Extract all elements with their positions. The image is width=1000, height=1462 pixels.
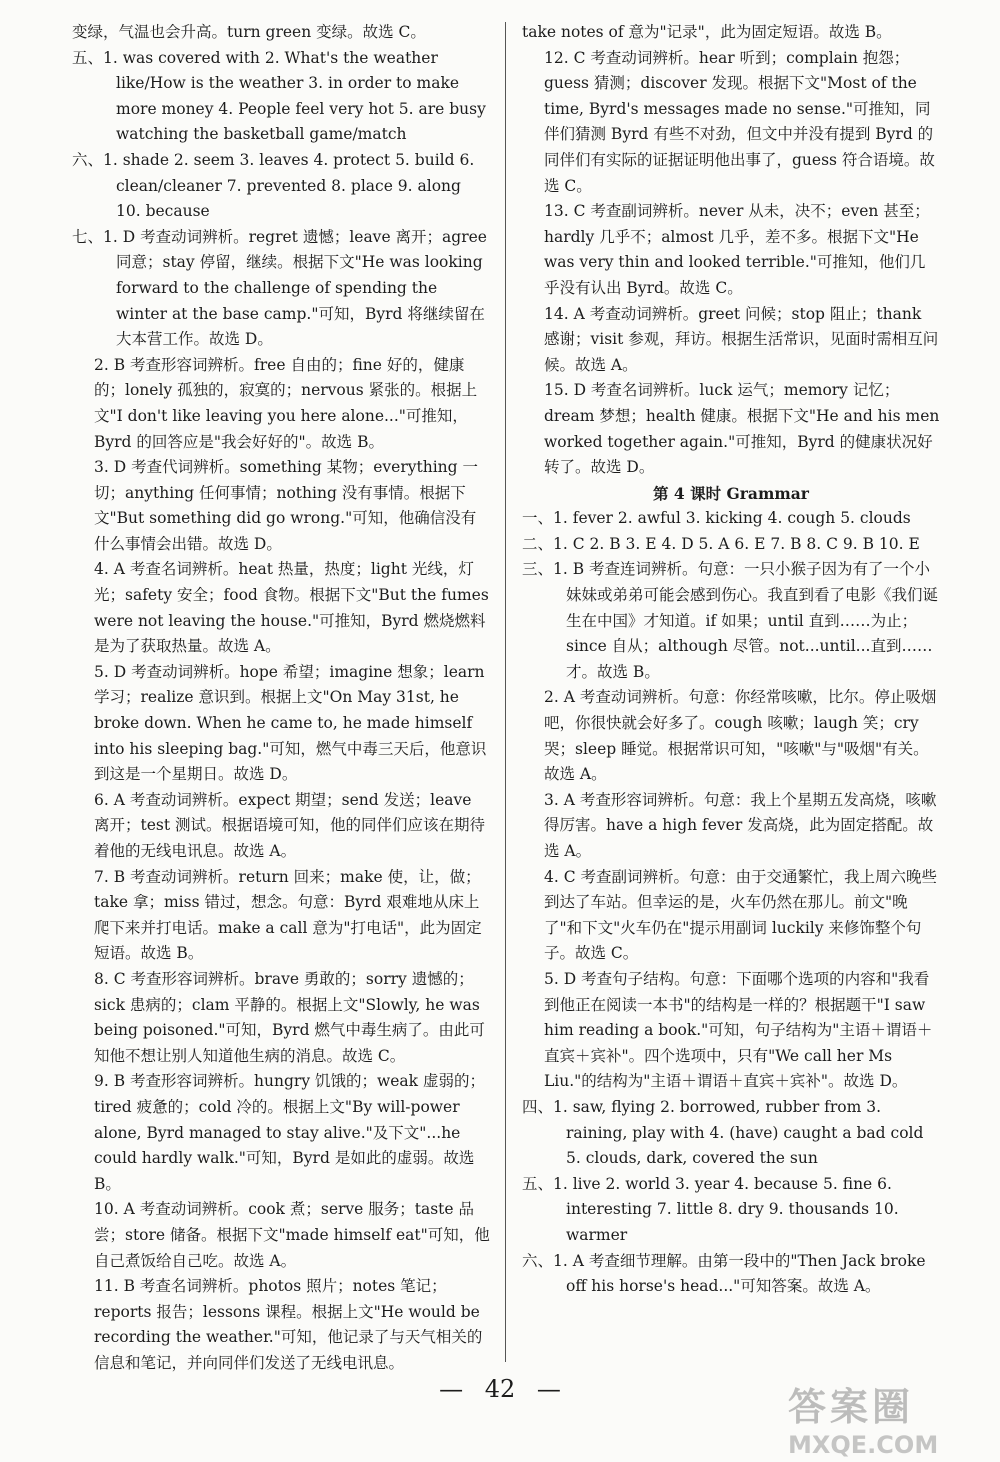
question-explanation: 8. C 考查形容词辨析。brave 勇敢的；sorry 遗憾的；sick 患病的；clam 平静的。根据上文"Slowly, he was being poisoned."可知，Byrd 燃气中毒生病了。由此可知他不想让别人知道他生病的消息。故选 C。 — [94, 969, 485, 1065]
section-answers: 七、1. D 考查动词辨析。regret 遗憾；leave 离开；agree 同意；stay 停留，继续。根据下文"He was looking forward to the challenge of spending the winter at the base camp."可知，Byrd 将继续留在大本营工作。故选 D。 — [72, 227, 487, 349]
dash-right: — — [536, 1375, 561, 1403]
section-answers: 三、1. B 考查连词辨析。句意：一只小猴子因为有了一个小妹妹或弟弟可能会感到伤心。我直到看了电影《我们诞生在中国》才知道。if 如果；until 直到……为止；since 自从；although 尽管。not...until...直到……才。故选 B。 — [522, 560, 939, 681]
continuation-text: take notes of 意为"记录"，此为固定短语。故选 B。 — [522, 23, 892, 41]
question-explanation: 10. A 考查动词辨析。cook 煮；serve 服务；taste 品尝；store 储备。根据下文"made himself eat"可知，他自己煮饭给自己吃。故选 A。 — [94, 1200, 490, 1270]
dash-left: — — [439, 1375, 464, 1403]
column-divider — [505, 22, 506, 1362]
question-explanation: 9. B 考查形容词辨析。hungry 饥饿的；weak 虚弱的；tired 疲惫的；cold 冷的。根据上文"By will-power alone, Byrd managed to stay alive."及下文"...he could hardly walk."可知，Byrd 是如此的虚弱。故选 B。 — [94, 1072, 485, 1193]
question-explanation: 4. C 考查副词辨析。句意：由于交通繁忙，我上周六晚些到达了车站。但幸运的是，火车仍然在那儿。前文"晚了"和下文"火车仍在"提示用副词 luckily 来修饰整个句子。故选 C。 — [544, 867, 938, 963]
section-answers: 五、1. was covered with 2. What's the weather like/How is the weather 3. in order to make more money 4. People feel very hot 5. are busy watching the basketball game/match — [72, 48, 486, 144]
question-explanation: 5. D 考查句子结构。句意：下面哪个选项的内容和"我看到他正在阅读一本书"的结构是一样的？根据题干"I saw him reading a book."可知，句子结构为"主语＋谓语＋直宾＋宾补"。四个选项中，只有"We call her Ms Liu."的结构为"主语＋谓语＋直宾＋宾补"。故选 D。 — [544, 969, 933, 1091]
watermark-top: 答案圈 — [788, 1385, 915, 1429]
page-number: 42 — [484, 1375, 516, 1403]
right-column — [522, 20, 940, 1300]
question-explanation: 11. B 考查名词辨析。photos 照片；notes 笔记；reports 报告；lessons 课程。根据上文"He would be recording the weather."可知，他记录了与天气相关的信息和笔记，并向同伴们发送了无线电讯息。 — [94, 1277, 483, 1372]
question-explanation: 2. B 考查形容词辨析。free 自由的；fine 好的，健康的；lonely 孤独的，寂寞的；nervous 紧张的。根据上文"I don't like leaving you here alone..."可推知，Byrd 的回答应是"我会好好的"。故选 B。 — [94, 355, 478, 451]
continuation-text: 变绿，气温也会升高。turn green 变绿。故选 C。 — [72, 23, 426, 41]
question-explanation: 7. B 考查动词辨析。return 回来；make 使，让，做；take 拿；miss 错过，想念。句意：Byrd 艰难地从床上爬下来并打电话。make a call 意为"打电话"，此为固定短语。故选 B。 — [94, 867, 482, 963]
section-answers: 六、1. shade 2. seem 3. leaves 4. protect 5. build 6. clean/cleaner 7. prevented 8. place 9. along 10. because — [72, 150, 475, 221]
question-explanation: 3. D 考查代词辨析。something 某物；everything 一切；anything 任何事情；nothing 没有事情。根据下文"But something did go wrong."可知，他确信没有什么事情会出错。故选 D。 — [94, 458, 478, 553]
section-answers: 二、1. C 2. B 3. E 4. D 5. A 6. E 7. B 8. C 9. B 10. E — [522, 534, 920, 553]
question-explanation: 6. A 考查动词辨析。expect 期望；send 发送；leave 离开；test 测试。根据语境可知，他的同伴们应该在期待着他的无线电讯息。故选 A。 — [94, 790, 486, 860]
section-answers: 五、1. live 2. world 3. year 4. because 5. fine 6. interesting 7. little 8. dry 9. thousands 10. warmer — [522, 1174, 899, 1244]
section-answers: 一、1. fever 2. awful 3. kicking 4. cough 5. clouds — [522, 509, 911, 528]
watermark-logo — [788, 1376, 978, 1459]
watermark-bottom: MXQE.COM — [788, 1431, 939, 1459]
lesson-heading: 第 4 课时 Grammar — [653, 483, 809, 503]
question-explanation: 5. D 考查动词辨析。hope 希望；imagine 想象；learn 学习；realize 意识到。根据上文"On May 31st, he broke down. When he came to, he made himself into his sleeping bag."可知，燃气中毒三天后，他意识到这是一个星期日。故选 D。 — [94, 662, 487, 784]
question-explanation: 12. C 考查动词辨析。hear 听到；complain 抱怨；guess 猜测；discover 发现。根据下文"Most of the time, Byrd's messages made no sense."可推知，同伴们猜测 Byrd 有些不对劲，但文中并没有提到 Byrd 的同伴们有实际的证据证明他出事了，guess 符合语境。故选 C。 — [544, 48, 935, 195]
question-explanation: 3. A 考查形容词辨析。句意：我上个星期五发高烧，咳嗽得厉害。have a high fever 发高烧，此为固定搭配。故选 A。 — [544, 790, 937, 860]
question-explanation: 2. A 考查动词辨析。句意：你经常咳嗽，比尔。停止吸烟吧，你很快就会好多了。cough 咳嗽；laugh 笑；cry 哭；sleep 睡觉。根据常识可知，"咳嗽"与"吸烟"有关。故选 A。 — [544, 688, 937, 784]
question-explanation: 14. A 考查动词辨析。greet 问候；stop 阻止；thank 感谢；visit 参观，拜访。根据生活常识，见面时需相互问候。故选 A。 — [544, 304, 939, 374]
section-answers: 四、1. saw, flying 2. borrowed, rubber from 3. raining, play with 4. (have) caught a bad cold 5. clouds, dark, covered the sun — [522, 1097, 924, 1168]
question-explanation: 15. D 考查名词辨析。luck 运气；memory 记忆；dream 梦想；health 健康。根据下文"He and his men worked together again."可推知，Byrd 的健康状况好转了。故选 D。 — [544, 381, 940, 477]
question-explanation: 4. A 考查名词辨析。heat 热量，热度；light 光线，灯光；safety 安全；food 食物。根据下文"But the fumes were not leaving the house."可推知，Byrd 燃烧燃料是为了获取热量。故选 A。 — [94, 560, 489, 656]
left-column — [72, 20, 490, 1376]
section-answers: 六、1. A 考查细节理解。由第一段中的"Then Jack broke off his horse's head..."可知答案。故选 A。 — [522, 1251, 926, 1296]
question-explanation: 13. C 考查副词辨析。never 从未，决不；even 甚至；hardly 几乎不；almost 几乎，差不多。根据下文"He was very thin and looked terrible."可推知，他们几乎没有认出 Byrd。故选 C。 — [544, 202, 930, 297]
